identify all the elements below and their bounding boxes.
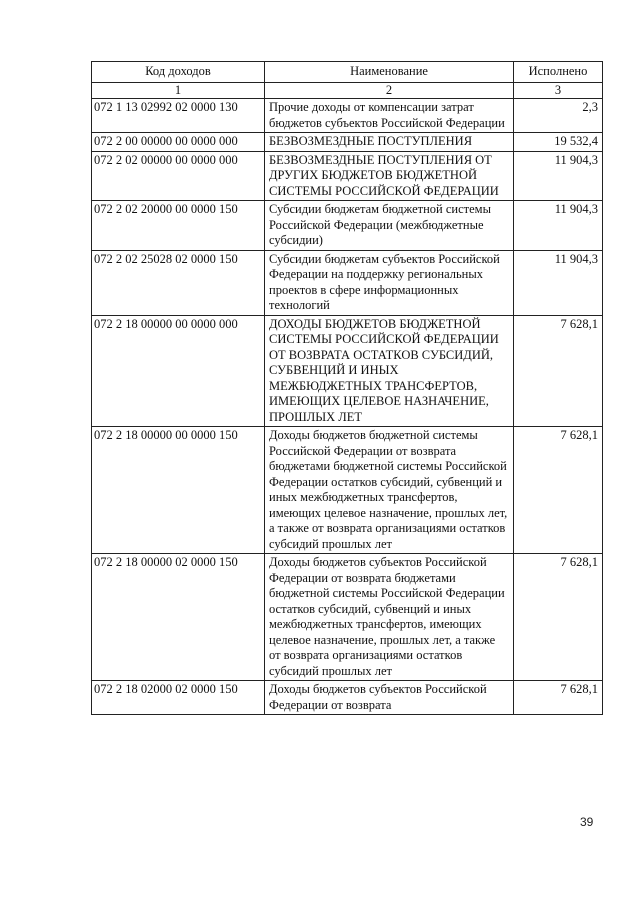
executed-amount: 11 904,3 xyxy=(514,201,603,251)
revenue-name: Доходы бюджетов субъектов Российской Федерации от возврата xyxy=(265,681,514,715)
table-row xyxy=(92,201,603,251)
revenue-name: Доходы бюджетов бюджетной системы Российской Федерации от возврата бюджетами бюджетной системы Российской Федерации остатков субсидий, субвенций и иных межбюджетных трансфертов, имеющих целевое назначение, прошлых лет, а также от возврата организациями остатков субсидий прошлых лет xyxy=(265,427,514,554)
table-row xyxy=(92,681,603,715)
revenue-name: Субсидии бюджетам субъектов Российской Федерации на поддержку региональных проектов в сфере информационных технологий xyxy=(265,250,514,315)
revenue-name: ДОХОДЫ БЮДЖЕТОВ БЮДЖЕТНОЙ СИСТЕМЫ РОССИЙСКОЙ ФЕДЕРАЦИИ ОТ ВОЗВРАТА ОСТАТКОВ СУБСИДИЙ, СУБВЕНЦИЙ И ИНЫХ МЕЖБЮДЖЕТНЫХ ТРАНСФЕРТОВ, ИМЕЮЩИХ ЦЕЛЕВОЕ НАЗНАЧЕНИЕ, ПРОШЛЫХ ЛЕТ xyxy=(265,315,514,427)
column-number: 1 xyxy=(92,82,265,99)
revenue-code: 072 2 18 00000 02 0000 150 xyxy=(92,554,265,681)
executed-amount: 11 904,3 xyxy=(514,151,603,201)
executed-amount: 7 628,1 xyxy=(514,427,603,554)
revenue-code: 072 2 18 00000 00 0000 000 xyxy=(92,315,265,427)
executed-amount: 7 628,1 xyxy=(514,315,603,427)
page-number: 39 xyxy=(580,815,594,829)
column-number: 3 xyxy=(514,82,603,99)
table-row xyxy=(92,133,603,152)
table-row xyxy=(92,315,603,427)
column-number-row xyxy=(92,82,603,99)
executed-amount: 11 904,3 xyxy=(514,250,603,315)
revenue-table xyxy=(91,61,603,715)
executed-amount: 19 532,4 xyxy=(514,133,603,152)
table-row xyxy=(92,427,603,554)
revenue-name: БЕЗВОЗМЕЗДНЫЕ ПОСТУПЛЕНИЯ xyxy=(265,133,514,152)
table-row xyxy=(92,99,603,133)
table-row xyxy=(92,554,603,681)
revenue-name: БЕЗВОЗМЕЗДНЫЕ ПОСТУПЛЕНИЯ ОТ ДРУГИХ БЮДЖЕТОВ БЮДЖЕТНОЙ СИСТЕМЫ РОССИЙСКОЙ ФЕДЕРАЦИИ xyxy=(265,151,514,201)
revenue-code: 072 2 02 20000 00 0000 150 xyxy=(92,201,265,251)
revenue-code: 072 1 13 02992 02 0000 130 xyxy=(92,99,265,133)
table-row xyxy=(92,151,603,201)
executed-amount: 2,3 xyxy=(514,99,603,133)
revenue-code: 072 2 02 00000 00 0000 000 xyxy=(92,151,265,201)
revenue-name: Доходы бюджетов субъектов Российской Федерации от возврата бюджетами бюджетной системы Российской Федерации остатков субсидий, субвенций и иных межбюджетных трансфертов, имеющих целевое назначение, прошлых лет, а также от возврата организациями остатков субсидий прошлых лет xyxy=(265,554,514,681)
column-number: 2 xyxy=(265,82,514,99)
revenue-code: 072 2 18 00000 00 0000 150 xyxy=(92,427,265,554)
executed-amount: 7 628,1 xyxy=(514,554,603,681)
column-header-code: Код доходов xyxy=(92,62,265,83)
table-header-row xyxy=(92,62,603,83)
table-row xyxy=(92,250,603,315)
column-header-amount: Исполнено xyxy=(514,62,603,83)
revenue-name: Прочие доходы от компенсации затрат бюджетов субъектов Российской Федерации xyxy=(265,99,514,133)
revenue-code: 072 2 02 25028 02 0000 150 xyxy=(92,250,265,315)
revenue-code: 072 2 18 02000 02 0000 150 xyxy=(92,681,265,715)
revenue-name: Субсидии бюджетам бюджетной системы Российской Федерации (межбюджетные субсидии) xyxy=(265,201,514,251)
revenue-code: 072 2 00 00000 00 0000 000 xyxy=(92,133,265,152)
executed-amount: 7 628,1 xyxy=(514,681,603,715)
column-header-name: Наименование xyxy=(265,62,514,83)
